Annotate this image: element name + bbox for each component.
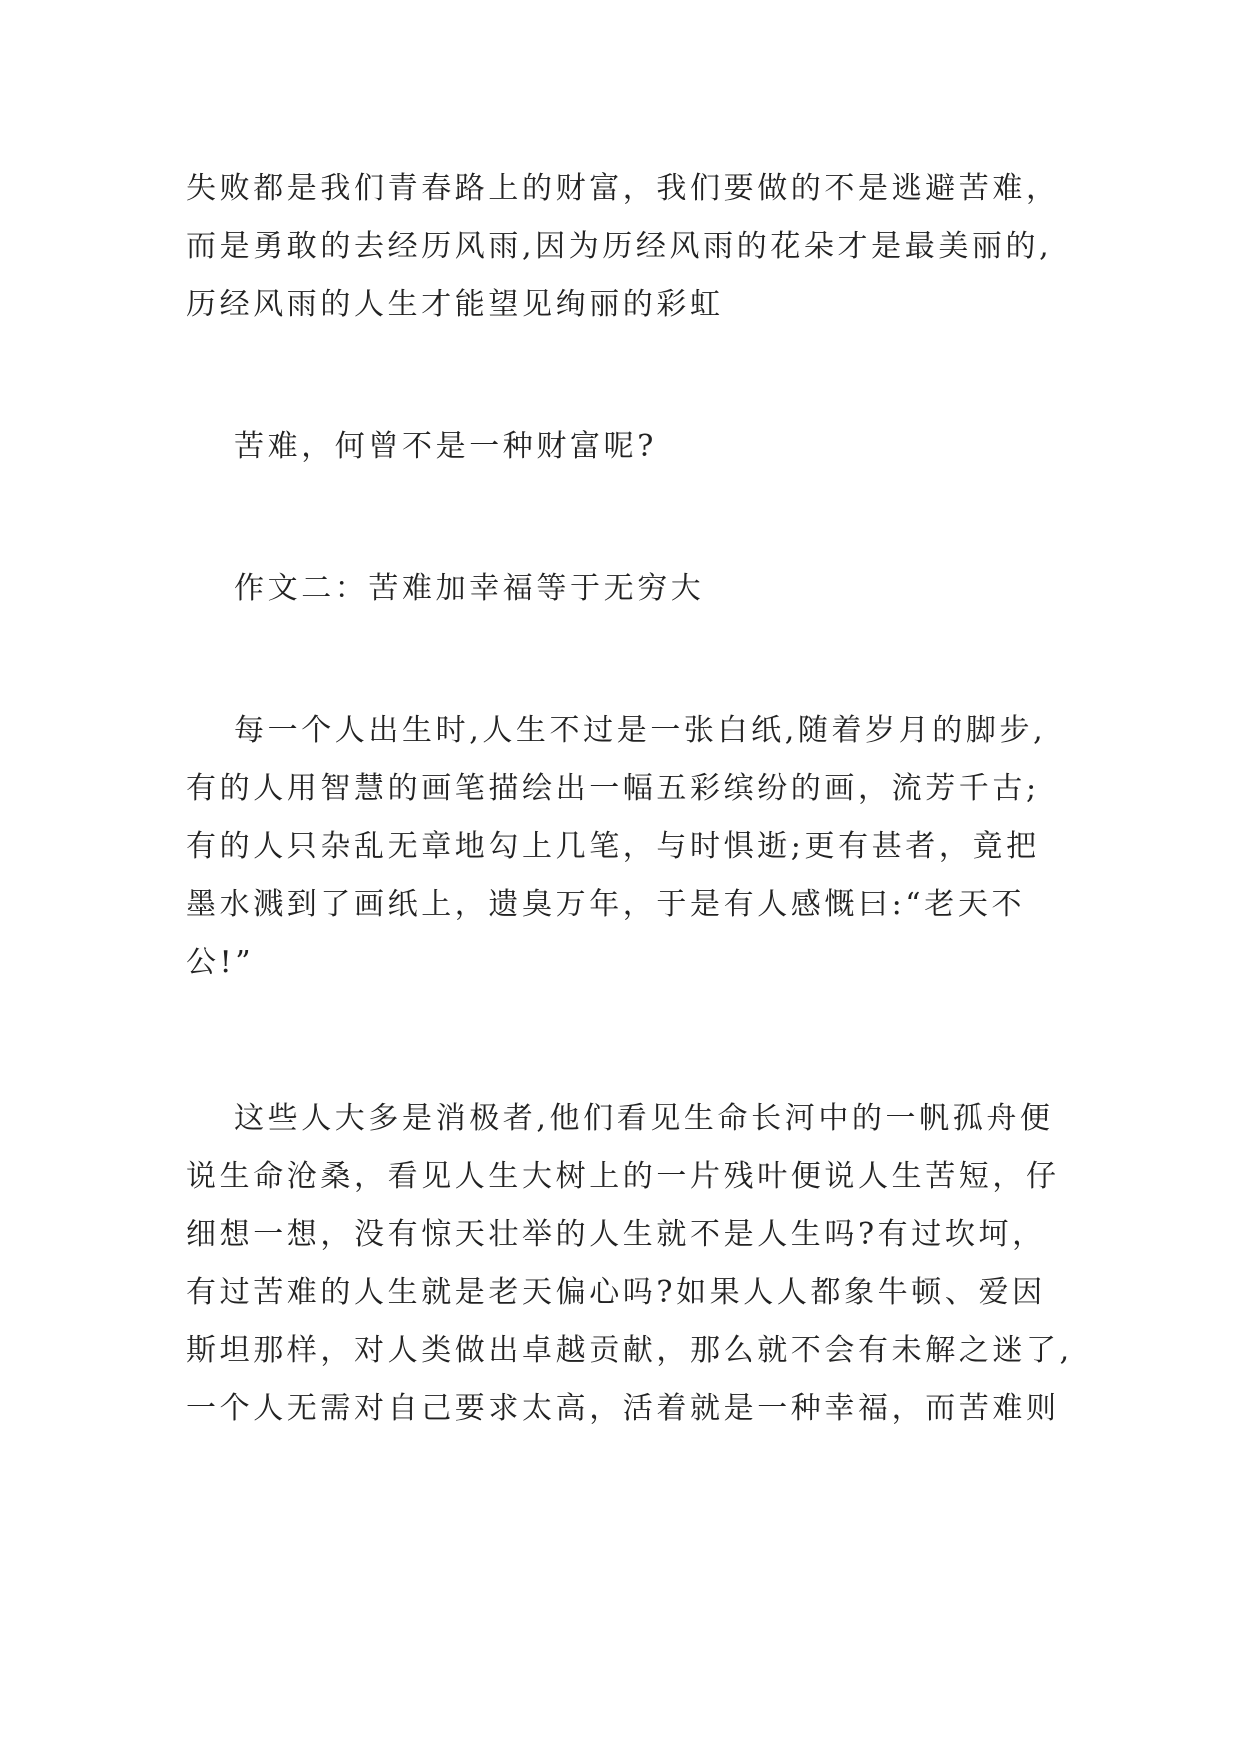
paragraph-4 [186, 1090, 1073, 1438]
heading-text: 作文二：苦难加幸福等于无穷大 [234, 571, 705, 606]
paragraph-2 [186, 418, 1066, 476]
text-line: 公!” [186, 945, 255, 980]
text-line: 每一个人出生时,人生不过是一张白纸,随着岁月的脚步, [234, 713, 1047, 748]
body-text [186, 160, 1073, 1438]
text-line: 细想一想，没有惊天壮举的人生就不是人生吗?有过坎坷， [186, 1217, 1046, 1252]
text-line: 失败都是我们青春路上的财富，我们要做的不是逃避苦难， [186, 171, 1060, 206]
text-line: 一个人无需对自己要求太高，活着就是一种幸福，而苦难则 [186, 1391, 1060, 1426]
text-line: 有过苦难的人生就是老天偏心吗?如果人人都象牛顿、爱因 [186, 1275, 1046, 1310]
text-line: 苦难，何曾不是一种财富呢? [234, 429, 657, 464]
text-line: 有的人用智慧的画笔描绘出一幅五彩缤纷的画，流芳千古; [186, 771, 1040, 806]
text-line: 斯坦那样，对人类做出卓越贡献，那么就不会有未解之迷了, [186, 1333, 1073, 1368]
paragraph-3 [186, 702, 1066, 992]
text-line: 说生命沧桑，看见人生大树上的一片残叶便说人生苦短，仔 [186, 1159, 1060, 1194]
text-line: 有的人只杂乱无章地勾上几笔，与时惧逝;更有甚者，竟把 [186, 829, 1040, 864]
text-line: 这些人大多是消极者,他们看见生命长河中的一帆孤舟便 [234, 1101, 1054, 1136]
text-line: 而是勇敢的去经历风雨,因为历经风雨的花朵才是最美丽的, [186, 229, 1053, 264]
essay-heading [186, 560, 1066, 618]
text-line: 墨水溅到了画纸上，遗臭万年，于是有人感慨曰:“老天不 [186, 887, 1026, 922]
paragraph-1 [186, 160, 1066, 334]
text-line: 历经风雨的人生才能望见绚丽的彩虹 [186, 287, 724, 322]
